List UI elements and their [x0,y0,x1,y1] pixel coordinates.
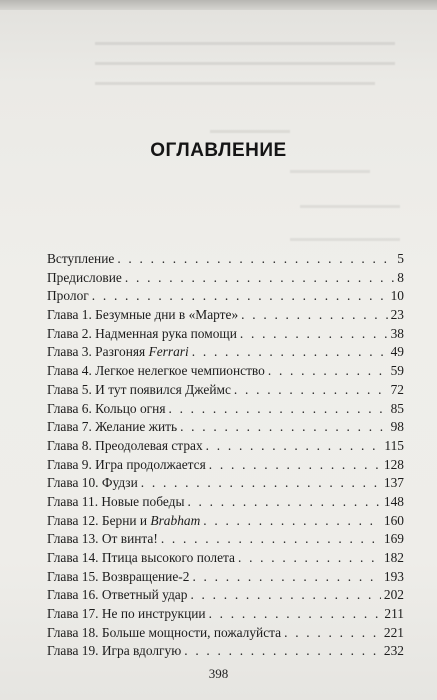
toc-entry-label: Глава 6. Кольцо огня [47,400,166,416]
dot-leader [184,642,381,661]
toc-entry [47,343,404,362]
dot-leader [190,586,380,605]
toc-entry [47,474,404,493]
toc-entry-label: Глава 10. Фудзи [47,475,138,491]
toc-entry [47,530,404,549]
toc-entry-label: Глава 9. Игра продолжается [47,456,206,472]
toc-entry [47,493,404,512]
toc-entry-page: 148 [383,493,404,509]
show-through-line [95,62,395,65]
toc-entry-page: 221 [383,624,404,640]
dot-leader [206,437,382,456]
toc-entry-page: 10 [390,288,404,304]
toc-entry-label [47,512,200,531]
page-title: ОГЛАВЛЕНИЕ [150,140,287,161]
toc-entry-page: 137 [383,475,404,491]
toc-entry-label: Глава 17. Не по инструкции [47,606,206,622]
toc-entry-label: Глава 1. Безумные дни в «Марте» [47,307,239,323]
toc-entry-page: 23 [390,307,404,323]
toc-entry-label: Глава 19. Игра вдолгую [47,643,182,659]
toc-entry [47,586,404,605]
toc-entry [47,418,404,437]
toc-entry-page: 202 [383,587,404,603]
toc-entry-label-text: Глава 3. Разгоняя [47,344,149,360]
dot-leader [125,269,394,288]
toc-entry [47,456,404,475]
toc-entry-label: Глава 4. Легкое нелегкое чемпионство [47,363,265,379]
toc-entry-page: 59 [390,363,404,379]
toc-entry-page: 232 [383,643,404,659]
dot-leader [241,306,387,325]
toc-entry [47,269,404,288]
show-through-line [210,130,290,133]
dot-leader [192,343,388,362]
toc-entry-page: 115 [384,437,404,453]
toc-entry-label: Глава 7. Желание жить [47,419,178,435]
toc-entry [47,568,404,587]
dot-leader [180,418,388,437]
toc-entry [47,287,404,306]
toc-entry-label-italic: Ferrari [148,344,189,360]
toc-entry-page: 98 [390,419,404,435]
dot-leader [117,250,394,269]
dot-leader [168,400,387,419]
toc-entry-label: Глава 11. Новые победы [47,493,185,509]
toc-entry-label: Глава 8. Преодолевая страх [47,437,203,453]
toc-entry-page: 5 [397,251,404,266]
dot-leader [268,362,388,381]
dot-leader [234,381,388,400]
toc-entry [47,381,404,400]
table-of-contents [47,250,404,661]
toc-entry-label: Глава 16. Ответный удар [47,587,188,603]
toc-entry [47,362,404,381]
show-through-line [95,42,395,45]
dot-leader [187,493,380,512]
toc-entry-label: Глава 14. Птица высокого полета [47,550,235,565]
toc-entry-label: Предисловие [47,269,122,285]
toc-entry-page: 169 [383,531,404,547]
toc-entry-label: Вступление [47,251,115,266]
toc-entry-label: Глава 13. От винта! [47,531,158,547]
toc-entry-page: 193 [383,568,404,584]
toc-entry-page: 72 [390,381,404,397]
toc-entry [47,512,404,531]
toc-entry [47,325,404,344]
toc-entry-page: 8 [397,269,404,285]
dot-leader [238,549,381,568]
dot-leader [192,568,380,587]
toc-entry-page: 128 [383,456,404,472]
dot-leader [203,512,381,531]
top-edge [0,0,437,10]
dot-leader [284,624,381,643]
toc-entry-label: Глава 18. Больше мощности, пожалуйста [47,624,282,640]
page-number: 398 [208,666,229,681]
dot-leader [240,325,388,344]
toc-entry-label: Глава 15. Возвращение-2 [47,568,190,584]
toc-entry-page: 160 [383,512,404,528]
toc-entry-page: 85 [390,400,404,416]
show-through-line [300,205,400,208]
toc-entry [47,624,404,643]
show-through-line [290,170,370,173]
dot-leader [209,605,382,624]
toc-entry-label: Глава 2. Надменная рука помощи [47,325,237,341]
toc-entry [47,549,404,568]
toc-entry-page: 38 [390,325,404,341]
toc-entry-label [47,343,189,362]
toc-entry-page: 211 [384,606,404,622]
toc-entry [47,437,404,456]
show-through-line [95,82,375,85]
toc-entry [47,400,404,419]
toc-entry [47,250,404,269]
toc-entry-page: 49 [390,344,404,360]
toc-entry [47,306,404,325]
dot-leader [92,287,388,306]
toc-entry-label: Глава 5. И тут появился Джеймс [47,381,231,397]
show-through-line [290,238,400,241]
toc-entry [47,605,404,624]
toc-entry-page: 182 [383,550,404,565]
toc-entry-label: Пролог [47,288,89,304]
toc-entry-label-text: Глава 12. Берни и [47,512,151,528]
dot-leader [209,456,381,475]
toc-entry [47,642,404,661]
dot-leader [161,530,381,549]
toc-entry-label-italic: Brabham [150,512,201,528]
dot-leader [141,474,381,493]
